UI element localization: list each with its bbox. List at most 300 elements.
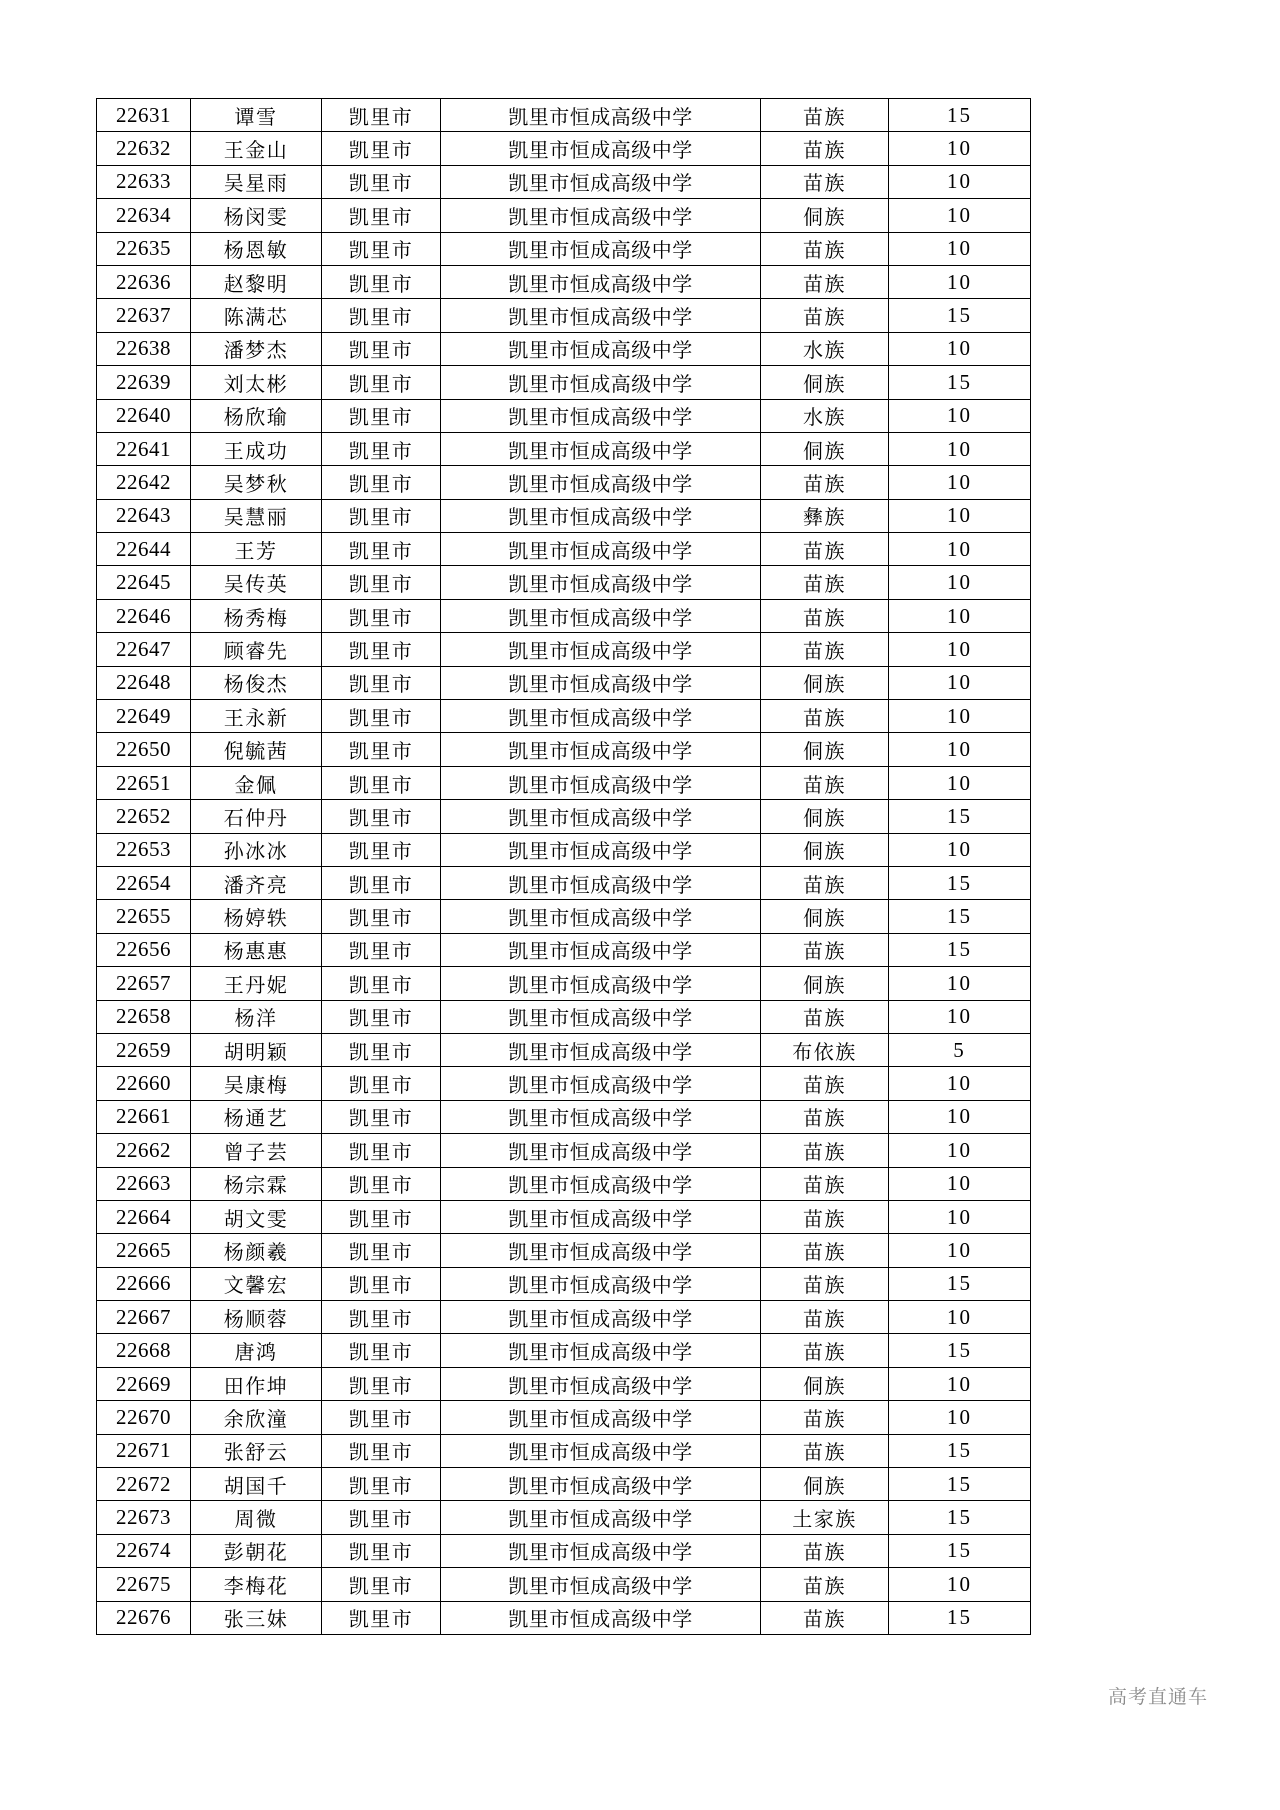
candidate-city: 凯里市: [322, 733, 441, 766]
candidate-points: 10: [889, 1401, 1031, 1434]
candidate-id: 22659: [97, 1033, 191, 1066]
candidate-points: 10: [889, 1301, 1031, 1334]
candidate-points: 10: [889, 833, 1031, 866]
candidate-id: 22668: [97, 1334, 191, 1367]
candidate-name: 杨欣瑜: [191, 399, 322, 432]
candidate-school: 凯里市恒成高级中学: [441, 499, 761, 532]
candidate-school: 凯里市恒成高级中学: [441, 900, 761, 933]
candidate-school: 凯里市恒成高级中学: [441, 99, 761, 132]
candidate-points: 10: [889, 432, 1031, 465]
candidate-points: 15: [889, 299, 1031, 332]
candidate-id: 22637: [97, 299, 191, 332]
candidate-ethnicity: 苗族: [761, 566, 889, 599]
candidate-name: 倪毓茜: [191, 733, 322, 766]
candidate-ethnicity: 苗族: [761, 1234, 889, 1267]
candidate-city: 凯里市: [322, 432, 441, 465]
candidate-ethnicity: 苗族: [761, 1601, 889, 1634]
candidate-id: 22632: [97, 132, 191, 165]
candidate-school: 凯里市恒成高级中学: [441, 1434, 761, 1467]
candidate-points: 15: [889, 900, 1031, 933]
candidate-school: 凯里市恒成高级中学: [441, 232, 761, 265]
candidate-id: 22644: [97, 533, 191, 566]
candidate-ethnicity: 苗族: [761, 299, 889, 332]
candidate-id: 22649: [97, 700, 191, 733]
candidate-school: 凯里市恒成高级中学: [441, 132, 761, 165]
candidate-ethnicity: 侗族: [761, 800, 889, 833]
candidate-city: 凯里市: [322, 1167, 441, 1200]
candidate-id: 22646: [97, 599, 191, 632]
table-row: [97, 132, 1031, 165]
candidate-city: 凯里市: [322, 1601, 441, 1634]
candidate-points: 15: [889, 866, 1031, 899]
candidate-school: 凯里市恒成高级中学: [441, 1601, 761, 1634]
candidate-ethnicity: 苗族: [761, 1167, 889, 1200]
candidate-id: 22656: [97, 933, 191, 966]
candidate-points: 10: [889, 132, 1031, 165]
candidate-points: 15: [889, 933, 1031, 966]
candidate-name: 吴康梅: [191, 1067, 322, 1100]
candidate-name: 杨通艺: [191, 1100, 322, 1133]
candidate-school: 凯里市恒成高级中学: [441, 199, 761, 232]
candidate-school: 凯里市恒成高级中学: [441, 566, 761, 599]
candidate-id: 22640: [97, 399, 191, 432]
candidate-points: 15: [889, 99, 1031, 132]
roster-table-body: [97, 99, 1031, 1635]
candidate-name: 金佩: [191, 766, 322, 799]
candidate-ethnicity: 布依族: [761, 1033, 889, 1066]
candidate-city: 凯里市: [322, 1568, 441, 1601]
candidate-ethnicity: 苗族: [761, 533, 889, 566]
candidate-name: 曾子芸: [191, 1134, 322, 1167]
table-row: [97, 466, 1031, 499]
table-row: [97, 933, 1031, 966]
candidate-city: 凯里市: [322, 533, 441, 566]
candidate-points: 10: [889, 1134, 1031, 1167]
candidate-name: 潘齐亮: [191, 866, 322, 899]
table-row: [97, 900, 1031, 933]
candidate-ethnicity: 苗族: [761, 700, 889, 733]
candidate-name: 王丹妮: [191, 967, 322, 1000]
candidate-id: 22676: [97, 1601, 191, 1634]
table-row: [97, 666, 1031, 699]
table-row: [97, 1234, 1031, 1267]
candidate-ethnicity: 苗族: [761, 633, 889, 666]
candidate-city: 凯里市: [322, 633, 441, 666]
candidate-name: 杨惠惠: [191, 933, 322, 966]
candidate-school: 凯里市恒成高级中学: [441, 1000, 761, 1033]
candidate-school: 凯里市恒成高级中学: [441, 967, 761, 1000]
candidate-school: 凯里市恒成高级中学: [441, 666, 761, 699]
candidate-id: 22664: [97, 1200, 191, 1233]
candidate-name: 杨顺蓉: [191, 1301, 322, 1334]
candidate-name: 唐鸿: [191, 1334, 322, 1367]
candidate-school: 凯里市恒成高级中学: [441, 265, 761, 298]
candidate-points: 10: [889, 1067, 1031, 1100]
table-row: [97, 1468, 1031, 1501]
candidate-school: 凯里市恒成高级中学: [441, 800, 761, 833]
candidate-points: 10: [889, 1367, 1031, 1400]
candidate-points: 15: [889, 366, 1031, 399]
candidate-school: 凯里市恒成高级中学: [441, 1334, 761, 1367]
table-row: [97, 432, 1031, 465]
table-row: [97, 1301, 1031, 1334]
table-row: [97, 1601, 1031, 1634]
candidate-points: 15: [889, 1267, 1031, 1300]
candidate-name: 吴星雨: [191, 165, 322, 198]
candidate-id: 22651: [97, 766, 191, 799]
candidate-school: 凯里市恒成高级中学: [441, 1468, 761, 1501]
candidate-id: 22662: [97, 1134, 191, 1167]
candidate-id: 22657: [97, 967, 191, 1000]
candidate-points: 15: [889, 800, 1031, 833]
candidate-ethnicity: 侗族: [761, 833, 889, 866]
candidate-school: 凯里市恒成高级中学: [441, 1301, 761, 1334]
candidate-ethnicity: 侗族: [761, 733, 889, 766]
candidate-id: 22631: [97, 99, 191, 132]
candidate-ethnicity: 苗族: [761, 1134, 889, 1167]
candidate-points: 10: [889, 1100, 1031, 1133]
candidate-ethnicity: 苗族: [761, 1000, 889, 1033]
candidate-city: 凯里市: [322, 199, 441, 232]
candidate-points: 10: [889, 733, 1031, 766]
table-row: [97, 1067, 1031, 1100]
candidate-city: 凯里市: [322, 1234, 441, 1267]
table-row: [97, 800, 1031, 833]
candidate-ethnicity: 苗族: [761, 265, 889, 298]
candidate-school: 凯里市恒成高级中学: [441, 633, 761, 666]
candidate-points: 10: [889, 700, 1031, 733]
candidate-city: 凯里市: [322, 132, 441, 165]
table-row: [97, 766, 1031, 799]
candidate-city: 凯里市: [322, 1000, 441, 1033]
candidate-name: 刘太彬: [191, 366, 322, 399]
candidate-id: 22665: [97, 1234, 191, 1267]
table-row: [97, 599, 1031, 632]
table-row: [97, 232, 1031, 265]
candidate-city: 凯里市: [322, 599, 441, 632]
candidate-ethnicity: 苗族: [761, 1334, 889, 1367]
candidate-ethnicity: 彝族: [761, 499, 889, 532]
candidate-name: 陈满芯: [191, 299, 322, 332]
candidate-points: 15: [889, 1334, 1031, 1367]
candidate-points: 10: [889, 1200, 1031, 1233]
candidate-name: 余欣潼: [191, 1401, 322, 1434]
candidate-school: 凯里市恒成高级中学: [441, 1100, 761, 1133]
candidate-points: 10: [889, 265, 1031, 298]
candidate-city: 凯里市: [322, 666, 441, 699]
candidate-school: 凯里市恒成高级中学: [441, 1234, 761, 1267]
candidate-city: 凯里市: [322, 900, 441, 933]
candidate-city: 凯里市: [322, 1468, 441, 1501]
candidate-points: 10: [889, 199, 1031, 232]
candidate-name: 杨恩敏: [191, 232, 322, 265]
candidate-id: 22667: [97, 1301, 191, 1334]
candidate-id: 22648: [97, 666, 191, 699]
table-row: [97, 199, 1031, 232]
candidate-id: 22634: [97, 199, 191, 232]
candidate-city: 凯里市: [322, 1334, 441, 1367]
candidate-ethnicity: 苗族: [761, 933, 889, 966]
candidate-ethnicity: 侗族: [761, 1367, 889, 1400]
candidate-school: 凯里市恒成高级中学: [441, 599, 761, 632]
candidate-school: 凯里市恒成高级中学: [441, 299, 761, 332]
candidate-school: 凯里市恒成高级中学: [441, 1367, 761, 1400]
table-row: [97, 1401, 1031, 1434]
candidate-name: 石仲丹: [191, 800, 322, 833]
table-row: [97, 566, 1031, 599]
candidate-ethnicity: 侗族: [761, 900, 889, 933]
candidate-city: 凯里市: [322, 933, 441, 966]
candidate-city: 凯里市: [322, 366, 441, 399]
candidate-school: 凯里市恒成高级中学: [441, 766, 761, 799]
candidate-school: 凯里市恒成高级中学: [441, 866, 761, 899]
candidate-name: 杨闵雯: [191, 199, 322, 232]
candidate-ethnicity: 侗族: [761, 432, 889, 465]
candidate-school: 凯里市恒成高级中学: [441, 332, 761, 365]
candidate-id: 22638: [97, 332, 191, 365]
candidate-points: 10: [889, 399, 1031, 432]
candidate-name: 彭朝花: [191, 1534, 322, 1567]
table-row: [97, 1267, 1031, 1300]
candidate-ethnicity: 侗族: [761, 666, 889, 699]
candidate-id: 22669: [97, 1367, 191, 1400]
candidate-id: 22655: [97, 900, 191, 933]
candidate-points: 10: [889, 633, 1031, 666]
table-row: [97, 700, 1031, 733]
candidate-ethnicity: 水族: [761, 399, 889, 432]
candidate-city: 凯里市: [322, 766, 441, 799]
watermark-text: 高考直通车: [1107, 1686, 1208, 1708]
table-row: [97, 833, 1031, 866]
candidate-id: 22642: [97, 466, 191, 499]
candidate-ethnicity: 苗族: [761, 99, 889, 132]
candidate-points: 5: [889, 1033, 1031, 1066]
candidate-school: 凯里市恒成高级中学: [441, 533, 761, 566]
table-row: [97, 967, 1031, 1000]
candidate-id: 22661: [97, 1100, 191, 1133]
candidate-city: 凯里市: [322, 165, 441, 198]
table-row: [97, 1100, 1031, 1133]
candidate-ethnicity: 苗族: [761, 132, 889, 165]
candidate-id: 22633: [97, 165, 191, 198]
candidate-id: 22653: [97, 833, 191, 866]
candidate-id: 22658: [97, 1000, 191, 1033]
candidate-school: 凯里市恒成高级中学: [441, 1167, 761, 1200]
candidate-name: 张舒云: [191, 1434, 322, 1467]
candidate-name: 周微: [191, 1501, 322, 1534]
candidate-school: 凯里市恒成高级中学: [441, 399, 761, 432]
candidate-ethnicity: 苗族: [761, 1301, 889, 1334]
candidate-school: 凯里市恒成高级中学: [441, 933, 761, 966]
candidate-city: 凯里市: [322, 1367, 441, 1400]
candidate-school: 凯里市恒成高级中学: [441, 1534, 761, 1567]
candidate-city: 凯里市: [322, 499, 441, 532]
candidate-school: 凯里市恒成高级中学: [441, 1067, 761, 1100]
candidate-points: 10: [889, 332, 1031, 365]
table-row: [97, 299, 1031, 332]
candidate-points: 15: [889, 1601, 1031, 1634]
candidate-id: 22673: [97, 1501, 191, 1534]
candidate-name: 胡明颖: [191, 1033, 322, 1066]
candidate-school: 凯里市恒成高级中学: [441, 833, 761, 866]
candidate-points: 10: [889, 967, 1031, 1000]
candidate-points: 10: [889, 165, 1031, 198]
candidate-school: 凯里市恒成高级中学: [441, 466, 761, 499]
candidate-id: 22670: [97, 1401, 191, 1434]
candidate-ethnicity: 侗族: [761, 366, 889, 399]
candidate-id: 22643: [97, 499, 191, 532]
candidate-name: 杨颜羲: [191, 1234, 322, 1267]
candidate-school: 凯里市恒成高级中学: [441, 1401, 761, 1434]
candidate-points: 10: [889, 1000, 1031, 1033]
candidate-id: 22639: [97, 366, 191, 399]
candidate-points: 10: [889, 466, 1031, 499]
candidate-ethnicity: 苗族: [761, 466, 889, 499]
candidate-id: 22635: [97, 232, 191, 265]
candidate-ethnicity: 苗族: [761, 866, 889, 899]
candidate-school: 凯里市恒成高级中学: [441, 1200, 761, 1233]
candidate-school: 凯里市恒成高级中学: [441, 1267, 761, 1300]
table-row: [97, 733, 1031, 766]
candidate-points: 15: [889, 1534, 1031, 1567]
table-row: [97, 265, 1031, 298]
candidate-name: 潘梦杰: [191, 332, 322, 365]
candidate-ethnicity: 苗族: [761, 1100, 889, 1133]
candidate-ethnicity: 土家族: [761, 1501, 889, 1534]
candidate-points: 10: [889, 1568, 1031, 1601]
table-row: [97, 1334, 1031, 1367]
candidate-city: 凯里市: [322, 1067, 441, 1100]
candidate-school: 凯里市恒成高级中学: [441, 1501, 761, 1534]
candidate-city: 凯里市: [322, 1401, 441, 1434]
candidate-name: 田作坤: [191, 1367, 322, 1400]
table-row: [97, 1134, 1031, 1167]
candidate-ethnicity: 苗族: [761, 1200, 889, 1233]
candidate-points: 15: [889, 1468, 1031, 1501]
candidate-city: 凯里市: [322, 99, 441, 132]
candidate-city: 凯里市: [322, 700, 441, 733]
candidate-city: 凯里市: [322, 299, 441, 332]
candidate-points: 10: [889, 666, 1031, 699]
candidate-points: 10: [889, 599, 1031, 632]
candidate-ethnicity: 苗族: [761, 1434, 889, 1467]
candidate-name: 李梅花: [191, 1568, 322, 1601]
candidate-ethnicity: 苗族: [761, 1568, 889, 1601]
candidate-ethnicity: 侗族: [761, 1468, 889, 1501]
table-row: [97, 99, 1031, 132]
candidate-ethnicity: 苗族: [761, 1067, 889, 1100]
candidate-points: 10: [889, 566, 1031, 599]
candidate-city: 凯里市: [322, 1534, 441, 1567]
candidate-id: 22654: [97, 866, 191, 899]
candidate-city: 凯里市: [322, 1267, 441, 1300]
candidate-name: 孙冰冰: [191, 833, 322, 866]
candidate-name: 谭雪: [191, 99, 322, 132]
candidate-points: 10: [889, 766, 1031, 799]
candidate-city: 凯里市: [322, 265, 441, 298]
candidate-school: 凯里市恒成高级中学: [441, 1568, 761, 1601]
roster-table-container: [96, 98, 1030, 1635]
candidate-city: 凯里市: [322, 1434, 441, 1467]
table-row: [97, 332, 1031, 365]
candidate-name: 杨宗霖: [191, 1167, 322, 1200]
candidate-name: 胡文雯: [191, 1200, 322, 1233]
candidate-ethnicity: 苗族: [761, 766, 889, 799]
candidate-name: 杨俊杰: [191, 666, 322, 699]
candidate-school: 凯里市恒成高级中学: [441, 366, 761, 399]
candidate-name: 王成功: [191, 432, 322, 465]
candidate-points: 15: [889, 1434, 1031, 1467]
candidate-id: 22674: [97, 1534, 191, 1567]
candidate-school: 凯里市恒成高级中学: [441, 1033, 761, 1066]
candidate-ethnicity: 苗族: [761, 1401, 889, 1434]
candidate-city: 凯里市: [322, 866, 441, 899]
candidate-school: 凯里市恒成高级中学: [441, 165, 761, 198]
candidate-name: 胡国千: [191, 1468, 322, 1501]
candidate-name: 王金山: [191, 132, 322, 165]
table-row: [97, 1200, 1031, 1233]
candidate-name: 吴慧丽: [191, 499, 322, 532]
candidate-name: 王永新: [191, 700, 322, 733]
candidate-id: 22650: [97, 733, 191, 766]
candidate-name: 顾睿先: [191, 633, 322, 666]
candidate-id: 22641: [97, 432, 191, 465]
candidate-ethnicity: 苗族: [761, 165, 889, 198]
candidate-name: 杨婷轶: [191, 900, 322, 933]
candidate-ethnicity: 侗族: [761, 199, 889, 232]
candidate-points: 15: [889, 1501, 1031, 1534]
candidate-school: 凯里市恒成高级中学: [441, 1134, 761, 1167]
candidate-points: 10: [889, 1234, 1031, 1267]
candidate-city: 凯里市: [322, 1134, 441, 1167]
candidate-city: 凯里市: [322, 833, 441, 866]
table-row: [97, 366, 1031, 399]
table-row: [97, 533, 1031, 566]
candidate-ethnicity: 苗族: [761, 1534, 889, 1567]
candidate-id: 22671: [97, 1434, 191, 1467]
table-row: [97, 1033, 1031, 1066]
candidate-city: 凯里市: [322, 800, 441, 833]
candidate-city: 凯里市: [322, 566, 441, 599]
candidate-city: 凯里市: [322, 399, 441, 432]
candidate-name: 文馨宏: [191, 1267, 322, 1300]
table-row: [97, 1534, 1031, 1567]
candidate-name: 张三妹: [191, 1601, 322, 1634]
table-row: [97, 866, 1031, 899]
table-row: [97, 1367, 1031, 1400]
candidate-id: 22672: [97, 1468, 191, 1501]
candidate-points: 10: [889, 1167, 1031, 1200]
candidate-id: 22660: [97, 1067, 191, 1100]
candidate-id: 22652: [97, 800, 191, 833]
candidate-school: 凯里市恒成高级中学: [441, 700, 761, 733]
candidate-city: 凯里市: [322, 1501, 441, 1534]
candidate-name: 赵黎明: [191, 265, 322, 298]
candidate-school: 凯里市恒成高级中学: [441, 432, 761, 465]
table-row: [97, 165, 1031, 198]
candidate-city: 凯里市: [322, 1301, 441, 1334]
candidate-ethnicity: 水族: [761, 332, 889, 365]
candidate-city: 凯里市: [322, 332, 441, 365]
candidate-name: 吴梦秋: [191, 466, 322, 499]
candidate-city: 凯里市: [322, 1100, 441, 1133]
candidate-id: 22647: [97, 633, 191, 666]
table-row: [97, 633, 1031, 666]
candidate-school: 凯里市恒成高级中学: [441, 733, 761, 766]
candidate-roster-table: [96, 98, 1031, 1635]
table-row: [97, 1568, 1031, 1601]
candidate-id: 22663: [97, 1167, 191, 1200]
